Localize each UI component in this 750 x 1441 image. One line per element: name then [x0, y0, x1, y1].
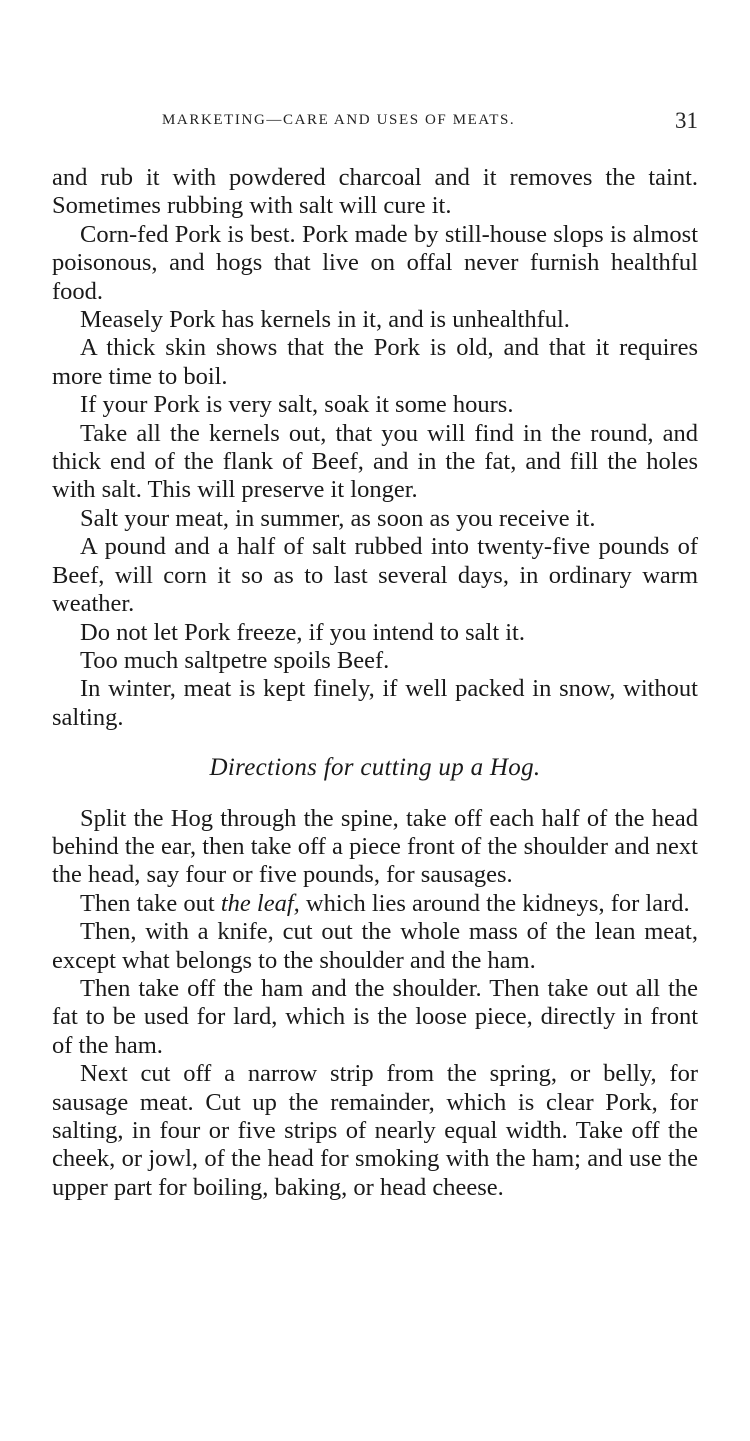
page-number: 31: [675, 108, 698, 133]
paragraph-corn-beef: A pound and a half of salt rubbed into twenty-five pounds of Beef, will corn it so as to last several days, in ordinary warm weather.: [52, 533, 698, 618]
paragraph-pork-freeze: Do not let Pork freeze, if you intend to salt it.: [80, 618, 525, 646]
paragraph-winter-meat: In winter, meat is kept finely, if well packed in snow, without salting.: [52, 675, 698, 731]
paragraph-continued: and rub it with powdered charcoal and it removes the taint. Sometimes rubbing with salt will cure it.: [52, 164, 698, 220]
paragraph-leaf: [52, 890, 698, 918]
paragraph-kernels: Take all the kernels out, that you will find in the round, and thick end of the flank of Beef, and in the fat, and fill the holes with salt. This will preserve it longer.: [52, 419, 698, 504]
section-heading: Directions for cutting up a Hog.: [209, 754, 541, 782]
paragraph-ham-shoulder: Then take off the ham and the shoulder. Then take out all the fat to be used for lard, which is the loose piece, directly in front of the ham.: [52, 974, 698, 1059]
paragraph-narrow-strip: Next cut off a narrow strip from the spring, or belly, for sausage meat. Cut up the remainder, which is clear Pork, for salting, in four or five strips of nearly equal width. Take off the cheek, or jowl, of the head for smoking with the ham; and use the upper part for boiling, baking, or head cheese.: [52, 1060, 698, 1201]
paragraph-split-hog: Split the Hog through the spine, take off each half of the head behind the ear, then take off a piece front of the shoulder and next the head, say four or five pounds, for sausages.: [52, 804, 698, 889]
page-body: [52, 164, 698, 1202]
page-header: [52, 108, 698, 142]
leaf-text-before: Then take out: [80, 889, 221, 917]
paragraph-salt-summer: Salt your meat, in summer, as soon as you receive it.: [80, 504, 596, 532]
leaf-text-after: which lies around the kidneys, for lard.: [299, 889, 690, 917]
paragraph-salt-pork: If your Pork is very salt, soak it some hours.: [80, 391, 514, 419]
running-head: MARKETING—CARE AND USES OF MEATS.: [162, 112, 516, 128]
leaf-italic-term: the leaf,: [220, 889, 300, 917]
paragraph-lean-meat: Then, with a knife, cut out the whole mass of the lean meat, except what belongs to the shoulder and the ham.: [52, 918, 698, 974]
paragraph-corn-fed-pork: Corn-fed Pork is best. Pork made by still-house slops is almost poisonous, and hogs that live on offal never furnish healthful food.: [52, 220, 698, 305]
paragraph-saltpetre: Too much saltpetre spoils Beef.: [80, 646, 390, 674]
paragraph-measely-pork: Measely Pork has kernels in it, and is unhealthful.: [80, 306, 570, 334]
paragraph-thick-skin: A thick skin shows that the Pork is old, and that it requires more time to boil.: [52, 334, 698, 390]
